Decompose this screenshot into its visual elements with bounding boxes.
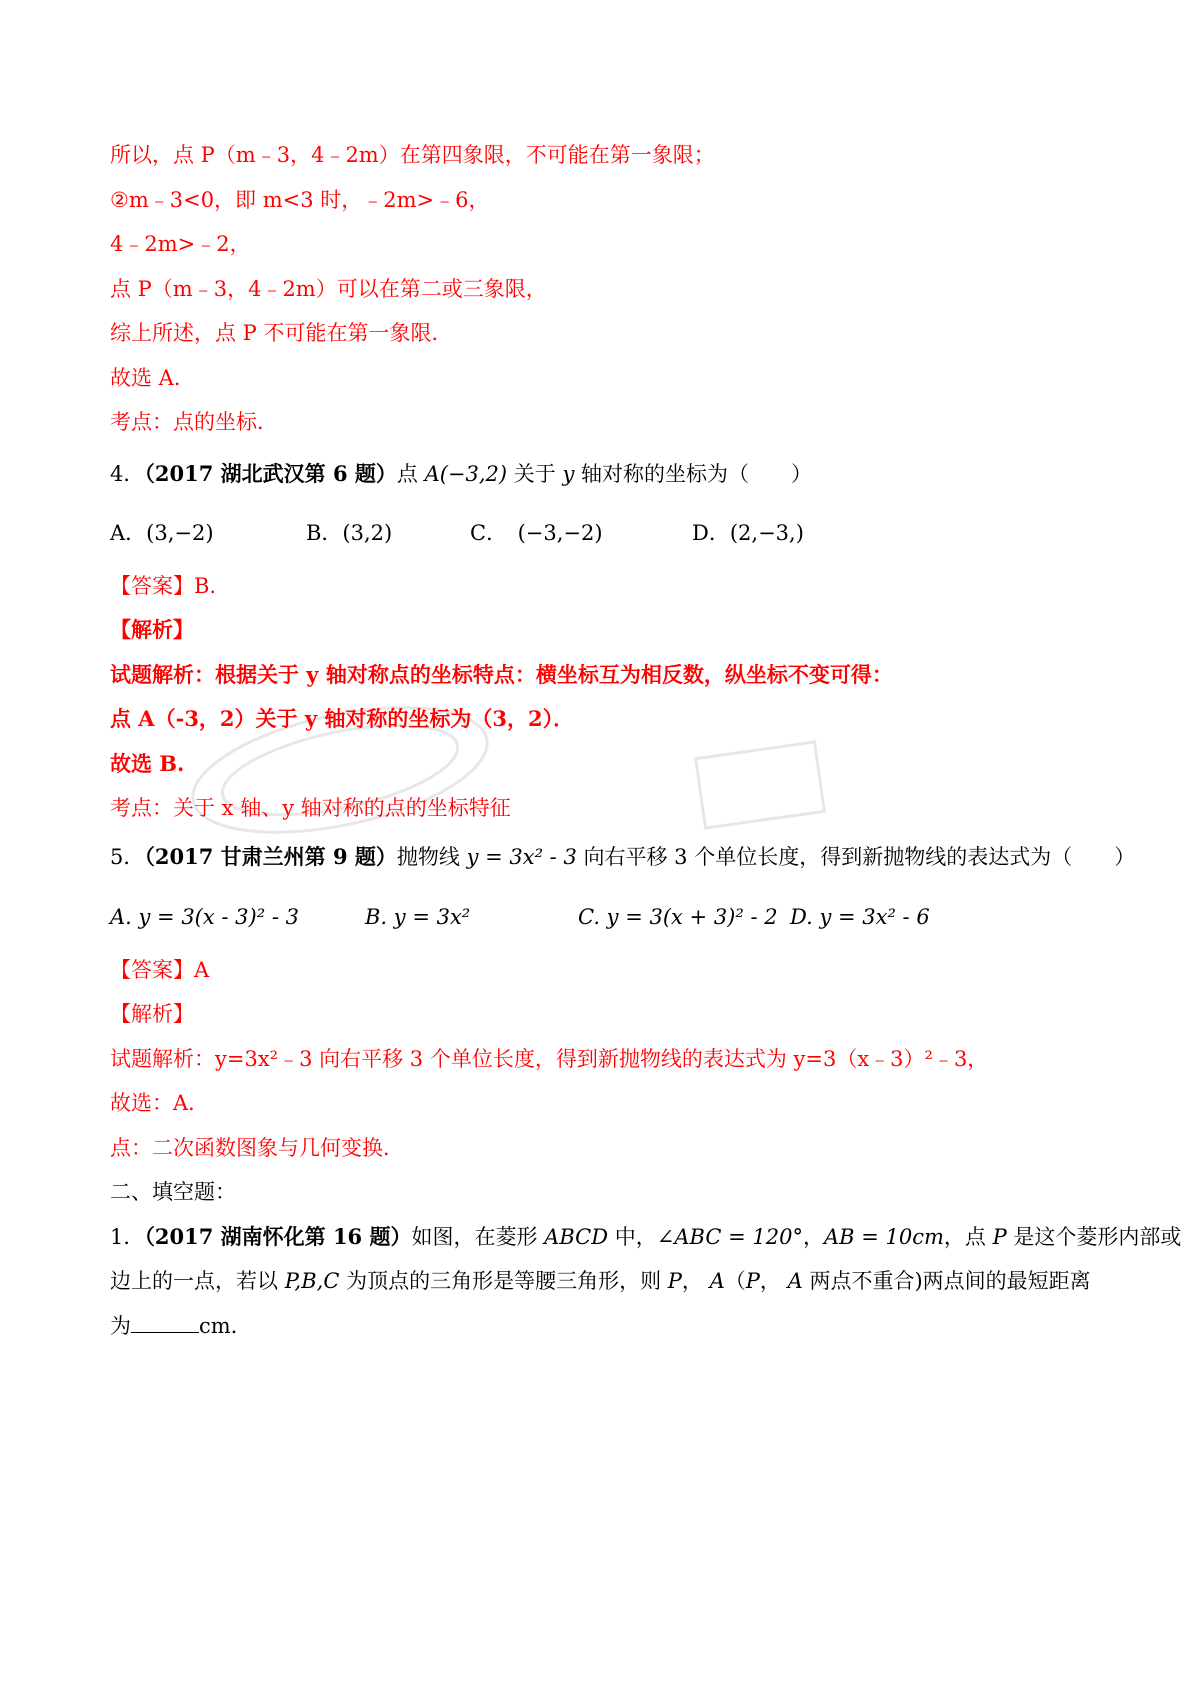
option-a: A. y = 3(x - 3)² - 3 — [110, 905, 299, 929]
analysis-line-3: 点：二次函数图象与几何变换． — [110, 1136, 404, 1160]
kaodian-line: 考点：点的坐标． — [110, 410, 278, 434]
fill-question-1-line-3 — [110, 1312, 237, 1340]
point-list: P,B,C — [284, 1269, 340, 1293]
point-variable: P — [667, 1269, 682, 1293]
question-text: 点 — [396, 462, 425, 486]
solution-line-1: 所以，点 P（m﹣3，4﹣2m）在第四象限，不可能在第一象限； — [110, 143, 715, 167]
question-source: （2017 湖北武汉第 6 题） — [144, 461, 397, 486]
angle-expression: ∠ABC = 120° — [656, 1225, 803, 1249]
analysis-line-2: 故选：A． — [110, 1091, 210, 1115]
question-text: ， — [759, 1269, 788, 1293]
analysis-line-2: 点 A（-3，2）关于 y 轴对称的坐标为（3，2）． — [110, 706, 575, 731]
answer-line: 【答案】B. — [110, 574, 217, 598]
solution-line-2: ②m﹣3<0，即 m<3 时，﹣2m>﹣6， — [110, 188, 490, 212]
question-text: ， — [681, 1269, 710, 1293]
question-text: 关于 — [507, 462, 563, 486]
question-text: 向右平移 3 个单位长度，得到新抛物线的表达式为（ ） — [576, 845, 1136, 869]
answer-blank[interactable] — [131, 1312, 199, 1333]
question-source: （2017 甘肃兰州第 9 题） — [144, 844, 397, 869]
point-expression: A(−3,2) — [424, 462, 508, 486]
point-variable: P — [745, 1269, 760, 1293]
analysis-line-1: 试题解析：y=3x²﹣3 向右平移 3 个单位长度，得到新抛物线的表达式为 y=3（x﹣3）²﹣3， — [110, 1047, 989, 1071]
question-text: cm. — [199, 1314, 238, 1338]
question-source: （2017 湖南怀化第 16 题） — [144, 1224, 412, 1249]
question-text: 如图，在菱形 — [411, 1225, 545, 1249]
option-d: D．(2,−3,) — [692, 521, 804, 545]
answer-line: 【答案】A — [110, 958, 210, 982]
point-variable: A — [709, 1269, 725, 1293]
fill-question-1-line-2 — [110, 1267, 1091, 1295]
option-c: C． (−3,−2) — [470, 521, 603, 545]
point-variable: P — [992, 1225, 1007, 1249]
section-heading: 二、填空题： — [110, 1180, 236, 1204]
fill-question-1-line-1 — [110, 1223, 1181, 1251]
solution-line-3: 4﹣2m>﹣2， — [110, 232, 251, 256]
axis-variable: y — [562, 462, 575, 486]
question-number: 5． — [110, 845, 145, 869]
solution-line-4: 点 P（m﹣3，4﹣2m）可以在第二或三象限， — [110, 277, 547, 301]
question-number: 4． — [110, 462, 145, 486]
question-text: （ — [724, 1269, 746, 1293]
option-d: D. y = 3x² - 6 — [790, 905, 930, 929]
point-variable: A — [787, 1269, 803, 1293]
rhombus-name: ABCD — [544, 1225, 609, 1249]
analysis-label: 【解析】 — [110, 1002, 194, 1026]
option-a: A．(3,−2) — [110, 521, 214, 545]
length-expression: AB = 10cm — [823, 1225, 944, 1249]
question-text: ，点 — [943, 1225, 993, 1249]
question-text: 是这个菱形内部或 — [1006, 1225, 1182, 1249]
analysis-line-3: 故选 B. — [110, 751, 185, 776]
solution-line-6: 故选 A． — [110, 366, 195, 390]
option-c: C. y = 3(x + 3)² - 2 — [578, 905, 778, 929]
analysis-label: 【解析】 — [110, 617, 194, 642]
question-number: 1． — [110, 1225, 145, 1249]
question-text: 中， — [608, 1225, 657, 1249]
kaodian-line: 考点：关于 x 轴、y 轴对称的点的坐标特征 — [110, 796, 511, 820]
option-b: B．(3,2) — [306, 521, 393, 545]
question-text: 为顶点的三角形是等腰三角形，则 — [339, 1269, 668, 1293]
analysis-line-1: 试题解析：根据关于 y 轴对称点的坐标特点：横坐标互为相反数，纵坐标不变可得： — [110, 662, 893, 687]
question-text: ， — [802, 1225, 824, 1249]
question-text: 轴对称的坐标为（ ） — [574, 462, 813, 486]
option-b: B. y = 3x² — [365, 905, 471, 929]
question-4 — [110, 460, 812, 488]
question-text: 抛物线 — [396, 845, 467, 869]
question-text: 为 — [110, 1314, 131, 1338]
solution-line-5: 综上所述，点 P 不可能在第一象限． — [110, 321, 453, 345]
question-5 — [110, 843, 1135, 871]
formula: y = 3x² - 3 — [466, 845, 577, 869]
question-text: 边上的一点，若以 — [110, 1269, 285, 1293]
question-text: 两点不重合)两点间的最短距离 — [802, 1269, 1091, 1293]
